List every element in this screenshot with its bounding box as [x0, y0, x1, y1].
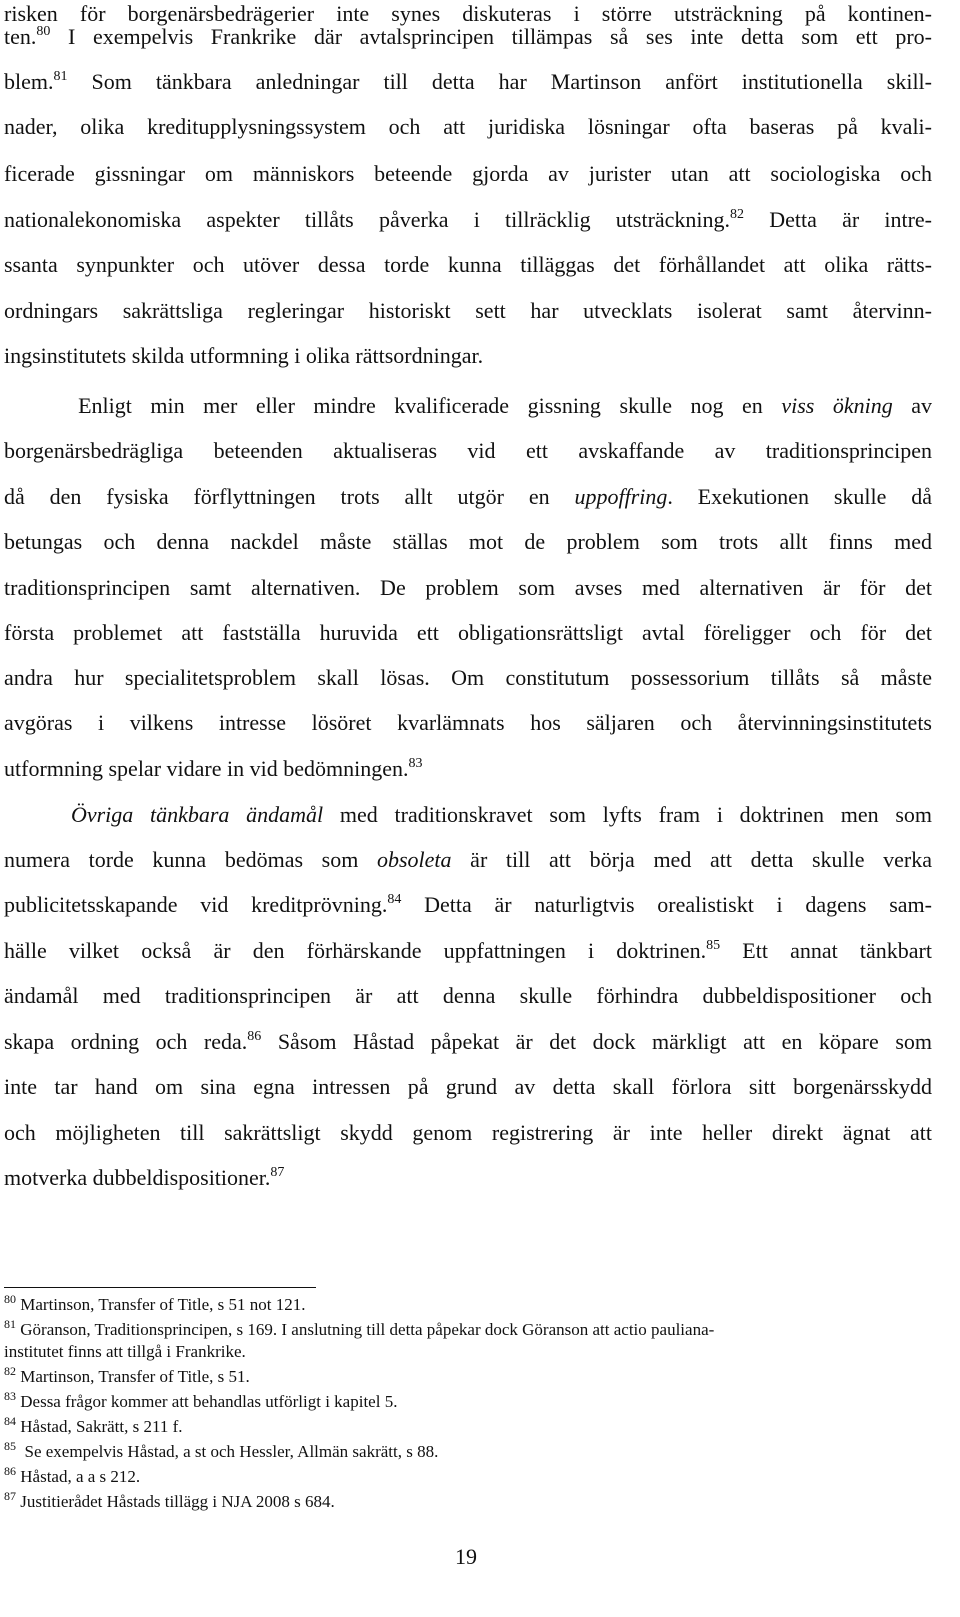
footnote [4, 1441, 932, 1463]
emphasis: Övriga tänkbara ändamål [70, 802, 324, 827]
body-line [4, 251, 932, 279]
page-number: 19 [455, 1544, 477, 1569]
body-line [4, 68, 932, 96]
text-run: och möjligheten till sakrättsligt skydd genom registrering är inte heller direkt ägnat att [4, 1120, 932, 1145]
text-run: ssanta synpunkter och utöver dessa torde kunna tilläggas det förhållandet att olika rätts- [4, 252, 932, 277]
text-run: Såsom Håstad påpekat är det dock märkligt att en köpare som [261, 1029, 932, 1054]
footnote [4, 1466, 932, 1488]
emphasis: obsoleta [376, 847, 452, 872]
text-run: ficerade gissningar om människors beteende gjorda av jurister utan att sociologiska och [4, 161, 932, 186]
text-run: Detta är intre- [744, 207, 932, 232]
body-line [4, 1164, 932, 1192]
text-run: blem. [4, 69, 54, 94]
footnote [4, 1491, 932, 1513]
body-line [4, 937, 932, 965]
footnote-number: 84 [4, 1414, 16, 1428]
body-line [4, 619, 932, 647]
text-run: inte tar hand om sina egna intressen på grund av detta skall förlora sitt borgenärsskydd [4, 1074, 932, 1099]
body-line [4, 483, 932, 511]
text-run: traditionsprincipen samt alternativen. De problem som avses med alternativen är för det [4, 575, 932, 600]
footnote-reference: 81 [53, 69, 68, 84]
text-run: . Exekutionen skulle då [667, 484, 933, 509]
text-run: skapa ordning och reda. [4, 1029, 248, 1054]
body-line [4, 891, 932, 919]
body-line [4, 1119, 932, 1147]
text-run: nationalekonomiska aspekter tillåts påverka i tillräcklig utsträckning. [4, 207, 731, 232]
body-line [4, 113, 932, 141]
body-line [4, 801, 932, 829]
body-line [4, 1028, 932, 1056]
body-line [4, 664, 932, 692]
footnote-reference: 87 [270, 1165, 285, 1180]
text-run: Enligt min mer eller mindre kvalificerade gissning skulle nog en [4, 393, 782, 418]
text-run: ten. [4, 24, 37, 49]
footnote-reference: 84 [387, 892, 402, 907]
text-run: motverka dubbeldispositioner. [4, 1165, 271, 1190]
text-run: är till att börja med att detta skulle verka [451, 847, 933, 872]
footnote-reference: 86 [247, 1029, 262, 1044]
footnote-number: 87 [4, 1489, 16, 1503]
text-run: då den fysiska förflyttningen trots allt utgör en [4, 484, 575, 509]
text-run: ordningars sakrättsliga regleringar historiskt sett har utvecklats isolerat samt återvinn- [4, 298, 932, 323]
body-line [4, 528, 932, 556]
text-run: risken för borgenärsbedrägerier inte synes diskuteras i större utsträckning på kontinen- [4, 1, 932, 26]
body-line [4, 342, 932, 370]
footnote-reference: 83 [408, 756, 423, 771]
text-run: I exempelvis Frankrike där avtalsprincipen tillämpas så ses inte detta som ett pro- [50, 24, 932, 49]
footnote-number: 82 [4, 1364, 16, 1378]
body-line [4, 755, 932, 783]
body-line [4, 160, 932, 188]
text-run: utformning spelar vidare in vid bedömningen. [4, 756, 409, 781]
text-run: med traditionskravet som lyfts fram i doktrinen men som [323, 802, 933, 827]
footnote-number: 86 [4, 1464, 16, 1478]
body-line [4, 982, 932, 1010]
footnote-text: Håstad, Sakrätt, s 211 f. [20, 1417, 183, 1436]
footnote-number: 80 [4, 1292, 16, 1306]
text-run: Som tänkbara anledningar till detta har Martinson anfört institutionella skill- [67, 69, 932, 94]
footnote-separator [4, 1287, 316, 1288]
text-run [4, 802, 71, 827]
footnote-number: 85 [4, 1439, 16, 1453]
footnote-text: Håstad, a a s 212. [20, 1467, 141, 1486]
body-line [4, 574, 932, 602]
text-run: ändamål med traditionsprincipen är att denna skulle förhindra dubbeldispositioner och [4, 983, 932, 1008]
footnote [4, 1341, 932, 1363]
footnote [4, 1416, 932, 1438]
text-run: numera torde kunna bedömas som [4, 847, 377, 872]
footnote-text: Justitierådet Håstads tillägg i NJA 2008 s 684. [20, 1492, 335, 1511]
footnote-text: Martinson, Transfer of Title, s 51 not 121. [20, 1295, 306, 1314]
footnote [4, 1294, 932, 1316]
emphasis: viss ökning [781, 393, 893, 418]
text-run: avgöras i vilkens intresse lösöret kvarlämnats hos säljaren och återvinningsinstitutets [4, 710, 932, 735]
body-line [4, 1073, 932, 1101]
footnote-number: 83 [4, 1389, 16, 1403]
text-run: första problemet att fastställa huruvida ett obligationsrättsligt avtal föreligger och för det [4, 620, 932, 645]
text-run: Detta är naturligtvis orealistiskt i dagens sam- [401, 892, 932, 917]
text-run: publicitetsskapande vid kreditprövning. [4, 892, 388, 917]
body-line [4, 206, 932, 234]
body-line [4, 297, 932, 325]
footnote [4, 1319, 932, 1341]
footnote-reference: 82 [730, 207, 745, 222]
footnote [4, 1391, 932, 1413]
text-run: hälle vilket också är den förhärskande uppfattningen i doktrinen. [4, 938, 707, 963]
text-run: av [892, 393, 932, 418]
footnote-text: Göranson, Traditionsprincipen, s 169. I anslutning till detta påpekar dock Göranson att actio pauliana- [20, 1320, 715, 1339]
body-line [4, 437, 932, 465]
text-run: Ett annat tänkbart [720, 938, 932, 963]
emphasis: uppoffring [574, 484, 668, 509]
footnote-text: Martinson, Transfer of Title, s 51. [20, 1367, 250, 1386]
body-line [4, 846, 932, 874]
text-run: betungas och denna nackdel måste ställas mot de problem som trots allt finns med [4, 529, 932, 554]
text-run: andra hur specialitetsproblem skall lösas. Om constitutum possessorium tillåts så måste [4, 665, 932, 690]
text-run: ingsinstitutets skilda utformning i olika rättsordningar. [4, 343, 484, 368]
footnote-number: 81 [4, 1317, 16, 1331]
footnote-reference: 80 [36, 24, 51, 39]
text-run: borgenärsbedrägliga beteenden aktualiseras vid ett avskaffande av traditionsprincipen [4, 438, 932, 463]
footnote-text: institutet finns att tillgå i Frankrike. [4, 1342, 246, 1361]
text-run: nader, olika kreditupplysningssystem och att juridiska lösningar ofta baseras på kvali- [4, 114, 932, 139]
footnote [4, 1366, 932, 1388]
body-line [4, 23, 932, 51]
footnote-text: Dessa frågor kommer att behandlas utförligt i kapitel 5. [20, 1392, 398, 1411]
body-line [4, 709, 932, 737]
footnote-reference: 85 [706, 938, 721, 953]
body-line [4, 392, 932, 420]
footnote-text: Se exempelvis Håstad, a st och Hessler, Allmän sakrätt, s 88. [20, 1442, 439, 1461]
